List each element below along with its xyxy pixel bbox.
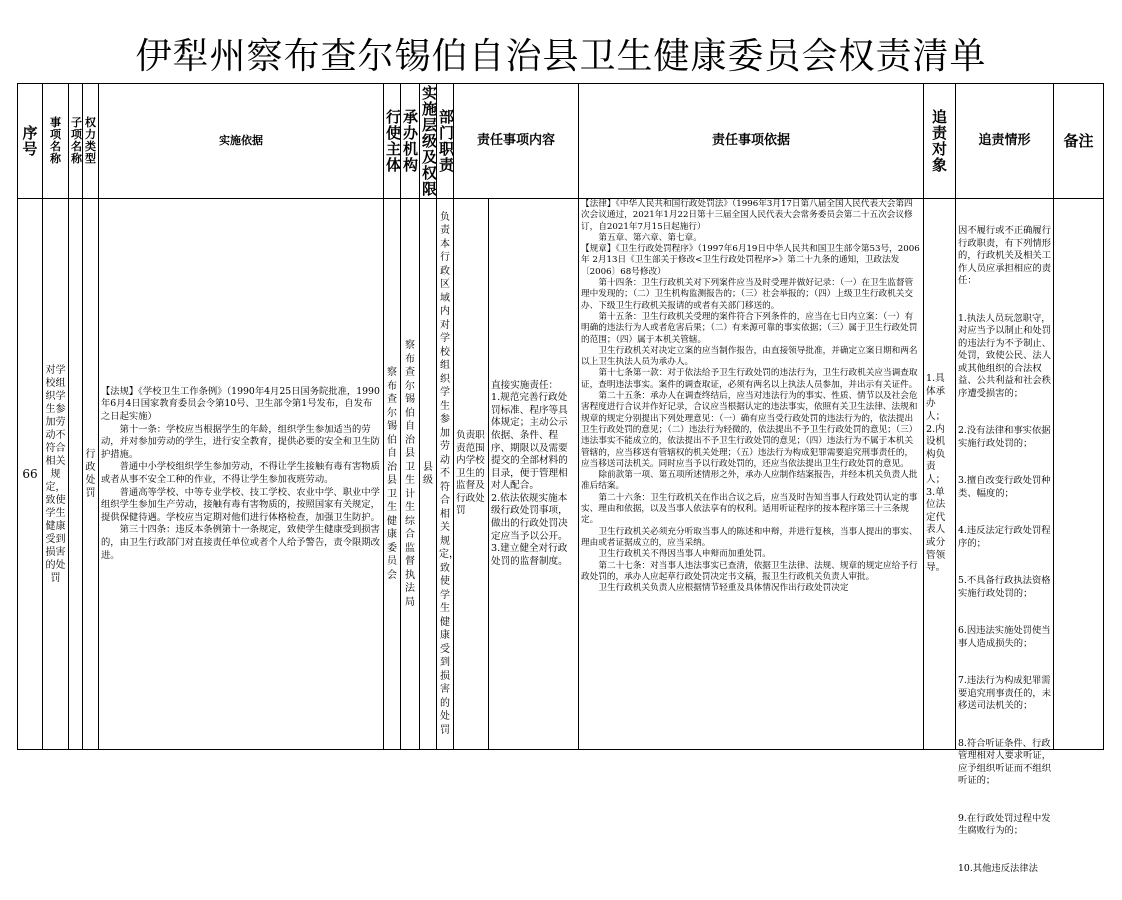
basis-paragraph: 普通中小学校组织学生参加劳动，不得让学生接触有毒有害物质或者从事不安全工种的作业，不得让学生参加夜班劳动。 — [101, 461, 380, 485]
resp-basis-paragraph: 卫生行政机关必须充分听取当事人的陈述和申辩，并进行复核，当事人提出的事实、理由或者证据成立的，应当采纳。 — [581, 526, 918, 548]
resp-basis-paragraph: 第二十七条：对当事人违法事实已查清，依据卫生法律、法规、规章的规定应给予行政处罚的，承办人应起草行政处罚决定书文稿，报卫生行政机关负责人审批。 — [581, 560, 918, 582]
header-resp-content: 责任事项内容 — [454, 84, 579, 199]
cell-subject: 察布查尔锡伯自治县卫生健康委员会 — [384, 199, 401, 750]
resp-basis-paragraph: 第十七条第一款：对于依法给予卫生行政处罚的违法行为，卫生行政机关应当调查取证，查明违法事实。案件的调查取证，必须有两名以上执法人员参加，并出示有关证件。 — [581, 368, 918, 390]
basis-paragraph: 第三十四条：违反本条例第十一条规定，致使学生健康受到损害的，由卫生行政部门对直接责任单位或者个人给予警告，责令限期改进。 — [101, 524, 380, 561]
resp-basis-paragraph: 第十五条：卫生行政机关受理的案件符合下列条件的，应当在七日内立案：（一）有明确的违法行为人或者危害后果；（二）有来源可靠的事实依据；（三）属于卫生行政处罚的范围；（四）属于本机关管辖。 — [581, 311, 918, 345]
header-subject: 行使主体 — [384, 84, 401, 199]
liable-case-line: 5.不具备行政执法资格实施行政处罚的； — [958, 575, 1051, 599]
cell-resp-basis — [579, 199, 924, 750]
liable-case-line: 3.擅自改变行政处罚种类、幅度的； — [958, 475, 1051, 499]
resp-basis-paragraph: 卫生行政机关对决定立案的应当制作报告，由直接领导批准，并确定立案日期和两名以上卫生执法人员为承办人。 — [581, 345, 918, 368]
header-liable-party: 追责对象 — [924, 84, 956, 199]
header-basis: 实施依据 — [99, 84, 384, 199]
resp-content-line: 1.规范完善行政处罚标准、程序等具体规定；主动公示依据、条件、程序、期限以及需要提交的全部材料的目录，便于管理相对人配合。 — [491, 392, 568, 492]
resp-basis-text — [581, 199, 921, 747]
header-undertaker: 承办机构 — [401, 84, 420, 199]
liable-case-line: 10.其他违反法律法 — [958, 862, 1038, 874]
responsibility-table — [17, 83, 1104, 874]
cell-liable-case — [956, 199, 1054, 874]
header-remark: 备注 — [1054, 84, 1104, 199]
liable-case-text — [958, 200, 1051, 874]
header-resp-basis: 责任事项依据 — [579, 84, 924, 199]
resp-basis-paragraph: 第五章、第六章、第七章。 — [598, 232, 702, 243]
cell-serial: 66 — [18, 199, 43, 750]
cell-liable-party: 1.具体承办人；2.内设机构负责人；3.单位法定代表人或分管领导。 — [924, 199, 956, 750]
resp-basis-paragraph: 第二十五条：承办人在调查终结后，应当对违法行为的事实、性质、情节以及社会危害程度进行合议并作好记录，合议应当根据认定的违法事实，依照有关卫生法律、法规和规章的规定分别提出下列处理意见：（一）确有应当受行政处罚的违法行为的，依法提出卫生行政处罚的意见；（二）违法行为轻微的，依法提出不予卫生行政处罚的意见；（三）违法事实不能成立的，依法提出不予卫生行政处罚的意见；（四）违法行为不属于本机关管辖的，应当移送有管辖权的机关处理；（五）违法行为构成犯罪需要追究刑事责任的，应当移送司法机关。同时应当予以行政处罚的，还应当依法提出卫生行政处罚的意见。 — [581, 391, 918, 469]
cell-duty: 负责本行政区域内对学校组织学生参加劳动不符合相关规定，致使学生健康受到损害的处罚 — [437, 199, 454, 750]
liable-case-line: 1.执法人员玩忽职守，对应当予以制止和处罚的违法行为不予制止、处罚，致使公民、法人或其他组织的合法权益、公共利益和社会秩序遭受损害的； — [958, 312, 1051, 399]
liable-case-line: 因不履行或不正确履行行政职责，有下列情形的，行政机关及相关工作人员应承担相应的责任： — [958, 225, 1051, 286]
resp-content-line: 3.建立健全对行政处罚的监督制度。 — [491, 543, 568, 567]
resp-basis-paragraph: 第十四条：卫生行政机关对下列案件应当及时受理并做好记录：（一）在卫生监督管理中发现的；（二）卫生机构监测报告的；（三）社会举报的；（四）上级卫生行政机关交办、下级卫生行政机关报请的或者有关部门移送的。 — [581, 278, 914, 311]
resp-basis-paragraph: 【法律】《中华人民共和国行政处罚法》（1996年3月17日第八届全国人民代表大会第四次会议通过，2021年1月22日第十三届全国人民代表大会常务委员会第二十五次会议修订，自2021年7月15日起施行） — [581, 199, 913, 232]
page-title: 伊犁州察布查尔锡伯自治县卫生健康委员会权责清单 — [135, 36, 987, 77]
liable-case-line: 4.违反法定行政处罚程序的； — [958, 525, 1051, 549]
liable-case-line: 6.因违法实施处罚使当事人造成损失的； — [958, 625, 1051, 649]
resp-basis-paragraph: 卫生行政机关负责人应根据情节轻重及具体情况作出行政处罚决定 — [598, 583, 849, 594]
liable-case-line: 9.在行政处罚过程中发生腐败行为的； — [958, 812, 1051, 836]
header-serial: 序号 — [18, 84, 43, 199]
basis-paragraph: 【法规】《学校卫生工作条例》（1990年4月25日国务院批准，1990年6月4日国家教育委员会令第10号、卫生部令第1号发布，自发布之日起实施） — [101, 385, 380, 423]
liable-case-line: 7.违法行为构成犯罪需要追究刑事责任的，未移送司法机关的； — [958, 675, 1051, 711]
header-liable-case: 追责情形 — [956, 84, 1054, 199]
header-duty: 部门职责 — [437, 84, 454, 199]
basis-paragraph: 普通高等学校、中等专业学校、技工学校、农业中学、职业中学组织学生参加生产劳动，接触有毒有害物质的，按照国家有关规定，提供保健待遇。学校应当定期对他们进行体格检查，加强卫生防护。 — [101, 486, 380, 523]
resp-content-line: 直接实施责任： — [491, 379, 559, 391]
resp-basis-paragraph: 第二十六条：卫生行政机关在作出合议之后，应当及时告知当事人行政处罚认定的事实、理由和依据，以及当事人依法享有的权利。适用听证程序的按本程序第三十三条规定。 — [581, 492, 918, 526]
resp-basis-paragraph: 卫生行政机关不得因当事人申辩而加重处罚。 — [598, 549, 771, 560]
cell-resp-content — [489, 199, 579, 750]
table-row — [18, 199, 1104, 750]
cell-duty-scope: 负责职责范围内学校卫生的监督及行政处罚 — [454, 199, 489, 750]
cell-undertaker: 察布查尔锡伯自治县卫生计生综合监督执法局 — [401, 199, 420, 750]
liable-case-line: 2.没有法律和事实依据实施行政处罚的； — [958, 425, 1051, 449]
basis-paragraph: 第十一条：学校应当根据学生的年龄，组织学生参加适当的劳动，并对参加劳动的学生，进行安全教育，提供必要的安全和卫生防护措施。 — [101, 423, 380, 460]
header-row — [18, 84, 1104, 199]
cell-item-name: 对学校组织学生参加劳动不符合相关规定，致使学生健康受到损害的处罚 — [43, 199, 69, 750]
header-level: 实施层级及权限 — [420, 84, 437, 199]
liable-case-line: 8.符合听证条件、行政管理相对人要求听证，应予组织听证而不组织听证的； — [958, 737, 1051, 786]
resp-basis-paragraph: 除前款第一项、第五项所述情形之外，承办人应制作结案报告，并经本机关负责人批准后结案。 — [581, 470, 918, 492]
cell-remark — [1054, 199, 1104, 750]
header-power-type: 权力类型 — [83, 84, 99, 199]
cell-basis — [99, 199, 384, 750]
header-sub-item-name: 子项名称 — [69, 84, 83, 199]
header-item-name: 事项名称 — [43, 84, 69, 199]
cell-level: 县级 — [420, 199, 437, 750]
resp-content-line: 2.依法依规实施本级行政处罚事项，做出的行政处罚决定应当予以公开。 — [491, 492, 568, 542]
cell-sub-item-name — [69, 199, 83, 750]
cell-power-type: 行政处罚 — [83, 199, 99, 750]
resp-basis-paragraph: 【规章】《卫生行政处罚程序》（1997年6月19日中华人民共和国卫生部令第53号，2006年 2月13日《卫生部关于修改<卫生行政处罚程序>》第二十九条的通知，卫政法发〔2006〕68号修改） — [581, 244, 920, 277]
